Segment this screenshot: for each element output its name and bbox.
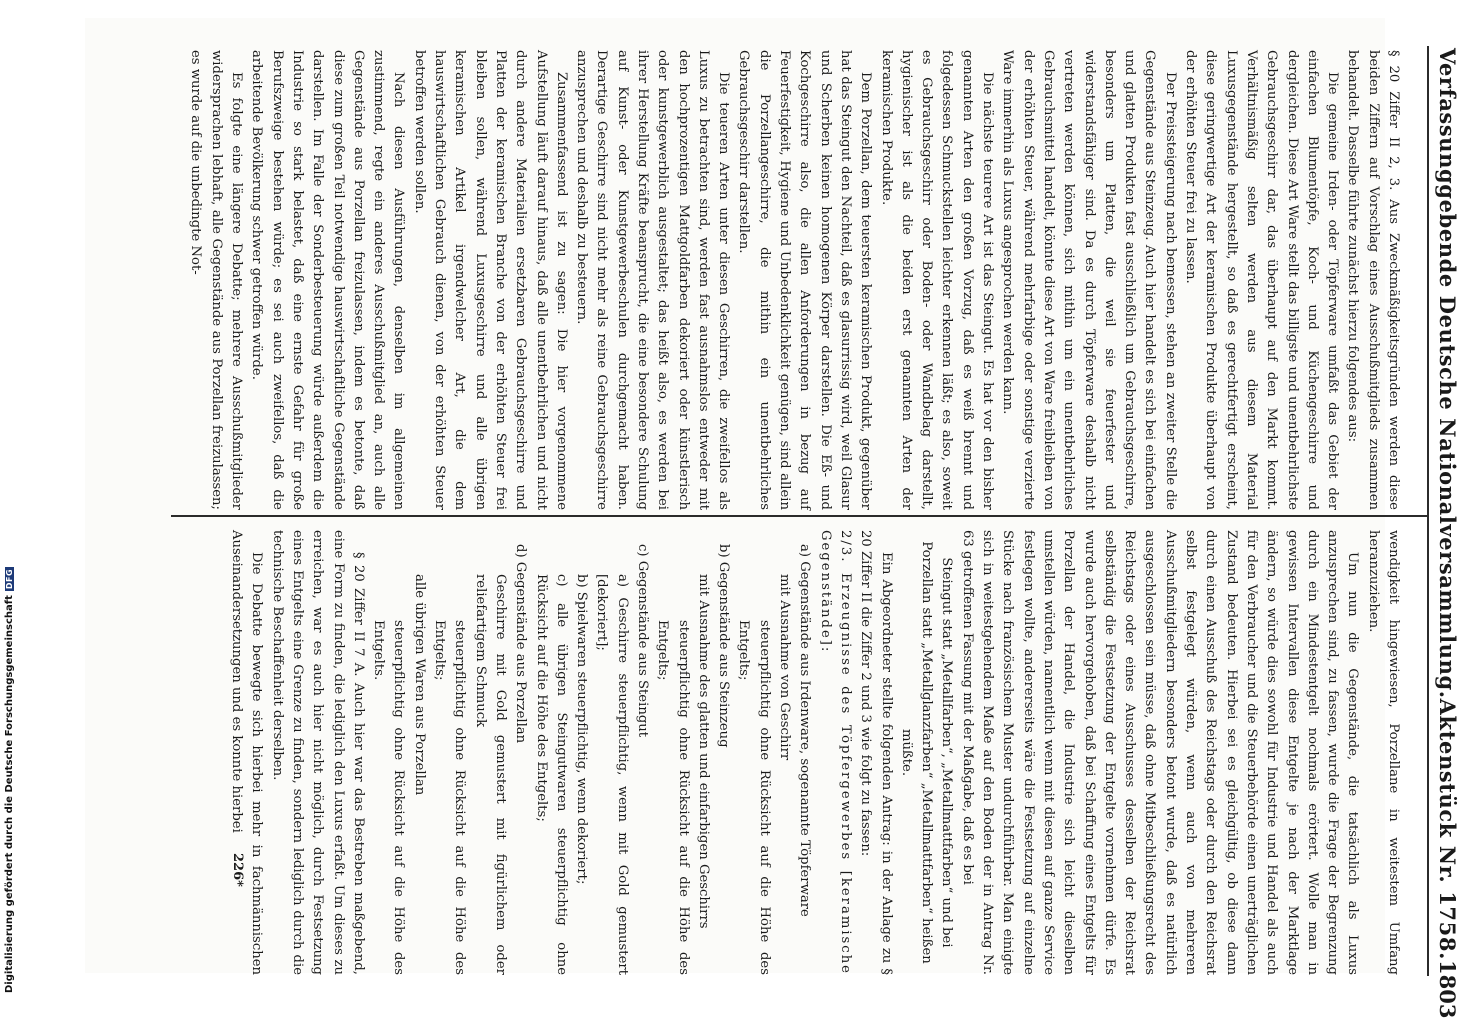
column-divider: [171, 515, 1428, 517]
signature-number: 226*: [230, 853, 245, 887]
motion-title: 2/3. Erzeugnisse des Töpfergewerbes [keramische Gegenstände]:: [817, 530, 853, 975]
list-item: steuerpflichtig ohne Rücksicht auf die Höhe des Entgelts;: [655, 620, 691, 975]
paragraph: Nach diesen Ausführungen, denselben im allgemeinen zustimmend, regte ein anderes Ausschußmitglied an, auch alle Gegenstände aus Porzellan freizulassen, indem es betonte, daß diese zum großen Teil notwendige hauswirtschaftliche Gegenstände darstellen. Im Falle der Sonderbesteuerung würde außerdem die Industrie so stark belastet, daß eine ernste Gefahr für große Berufszweige bestehen würde; es sei auch zweifellos, daß die arbeitende Bevölkerung schwer getroffen würde.: [249, 50, 407, 510]
paragraph: Zusammenfassend ist zu sagen: Die hier vorgenommene Aufstellung läuft darauf hinaus, daß alle unentbehrlichen und nicht durch andere Materialien ersetzbaren Gebrauchsgeschirre und Platten der keramischen Branche von der erhöhten Steuer frei bleiben sollen, während Luxusgeschirre und alle übrigen keramischen Artikel irgendwelcher Art, die dem hauswirtschaftlichen Gebrauch dienen, von der erhöhten Steuer betroffen werden sollen.: [411, 50, 569, 510]
paragraph: Die nächste teurere Art ist das Steingut. Es hat vor den bisher genannten Arten den großen Vorzug, daß es weiß brennt und folgedessen Schmuckstellen leichter erkennen läßt; es also, soweit es Gebrauchsgeschirr oder Boden- oder Wandbelag darstellt, hygienischer ist als die beiden erst genannten Arten der keramischen Produkte.: [878, 50, 996, 510]
paragraph: Um nun die Gegenstände, die tatsächlich als Luxus anzusprechen sind, zu fassen, wurde die Frage der Begrenzung durch ein Mindestentgelt nochmals erörtert. Wolle man in gewissen Intervallen diese Entgelte je nach der Marktlage ändern, so würde dies sowohl für Industrie und Handel als auch für den Verbraucher und die Steuerbehörde einen unerträglichen Zustand bedeuten. Hierbei sei es gleichgültig, ob diese dann durch einen Ausschuß des Reichstags oder durch den Reichsrat selbst festgelegt würden, wenn auch von mehreren Ausschußmitgliedern besonders betont wurde, daß es natürlich ausgeschlossen sein müsse, daß ohne Mitbeschließungsrecht des Reichstags oder eines Ausschusses desselben der Reichsrat selbständig die Festsetzung der Entgelte vornehmen dürfe. Es wurde auch hervorgehoben, daß bei Schaffung eines Entgelts für Porzellan der Handel, die Industrie sich leicht dieselben umstellen würden, namentlich wenn mit diesen auf ganze Service festlegen wollte, andererseits wäre die Festsetzung auf einzelne Stücke nach französischem Muster undurchführbar. Man einigte sich in weitestgehendem Maße auf den Boden der in Antrag Nr. 63 getroffenen Fassung mit der Maßgabe, daß es bei: [959, 530, 1361, 975]
scanned-page: [85, 18, 1460, 1018]
motion-intro: Ein Abgeordneter stellte folgenden Antrag: in der Anlage zu § 20 Ziffer II die Ziffer 2 und 3 wie folgt zu fassen:: [858, 530, 894, 975]
paragraph: § 20 Ziffer II 7 A. Auch hier war das Bestreben maßgebend, eine Form zu finden, die lediglich den Luxus erfaßt. Um dieses zu erreichen, war es auch hier nicht möglich, durch Festsetzung eines Entgelts eine Grenze zu finden, sondern lediglich durch die technische Beschaffenheit derselben.: [269, 530, 366, 975]
paragraph: § 20 Ziffer II 2, 3. Aus Zweckmäßigkeitsgründen werden diese beiden Ziffern auf Vorschlag eines Ausschußmitglieds zusammen behandelt. Dasselbe führte zunächst hierzu folgendes aus:: [1345, 50, 1401, 510]
list-item: c) alle übrigen Steingutwaren steuerpflichtig ohne Rücksicht auf die Höhe des Entgelts;: [533, 574, 569, 975]
list-item: steuerpflichtig ohne Rücksicht auf die Höhe des Entgelts;: [432, 620, 468, 975]
quote-line: Steingut statt „Metallfarben“, „Metallmattfarben“ und bei Porzellan statt „Metallglanzfarben“ „Metallmattfarben“ heißen müßte.: [898, 541, 955, 964]
list-item: d) Gegenstände aus Porzellan: [513, 544, 529, 744]
list-item: Geschirre mit Gold gemustert mit figürlichem oder reliefartigem Schmuck: [472, 574, 508, 975]
right-column: [163, 530, 1403, 975]
list-item: alle übrigen Waren aus Porzellan: [411, 574, 427, 796]
page-number: 1803: [1435, 959, 1460, 1018]
list-item: b) Gegenstände aus Steinzeug: [716, 544, 732, 748]
paragraph: wendigkeit hingewiesen, Porzellane in weitestem Umfang heranzuziehen.: [1365, 530, 1401, 975]
paragraph: Der Preissteigerung nach bemessen, stehen an zweiter Stelle die Gegenstände aus Steinzeug. Auch hier handelt es sich bei einfachen und glatten Produkten fast ausschließlich um Gebrauchsgeschirre, besonders um Platten, die weil sie feuerfester und widerstandsfähiger sind. Da es durch Töpferware deshalb nicht vertreten werden können, sich mithin um ein unentbehrliches Gebrauchsmittel handelt, könnte diese Art von Ware freibleiben von der erhöhten Steuer, während mehrfarbige oder sonstige verzierte Ware immerhin als Luxus angesprochen werden kann.: [1000, 50, 1178, 510]
list-item: b) Spielwaren steuerpflichtig, wenn dekoriert;: [574, 574, 590, 885]
list-item: steuerpflichtig ohne Rücksicht auf die Höhe des Entgelts;: [736, 620, 772, 975]
paragraph: Die Debatte bewegte sich hierbei mehr in fachmännischen Auseinandersetzungen und es konnte hierbei: [229, 530, 265, 975]
list-item: mit Ausnahme des glatten und einfarbigen Geschirrs: [695, 574, 711, 929]
dfg-logo: DFG: [5, 568, 14, 590]
list-item: mit Ausnahme von Geschirr: [777, 574, 793, 761]
header-document: Aktenstück Nr. 1758.: [1435, 698, 1460, 960]
list-item: steuerpflichtig ohne Rücksicht auf die Höhe des Entgelts.: [371, 620, 407, 975]
digitization-credit: [4, 567, 15, 993]
left-column: [163, 50, 1403, 510]
list-item: a) Gegenstände aus Irdenware, sogenannte Töpferware: [797, 544, 813, 917]
paragraph: Es folgte eine längere Debatte; mehrere Ausschußmitglieder widersprachen lebhaft, alle Gegenstände aus Porzellan freizulassen; es wurde auf die unbedingte Not-: [188, 50, 245, 510]
credit-text: Digitalisierung gefördert durch die Deutsche Forschungsgemeinschaft: [4, 595, 15, 993]
list-item: c) Gegenstände aus Steingut: [635, 544, 651, 738]
list-item: a) Geschirre steuerpflichtig, wenn mit Gold gemustert [dekoriert];: [594, 574, 630, 975]
paragraph: Die teueren Arten unter diesen Geschirren, die zweifellos als Luxus zu betrachten sind, werden fast ausnahmslos entweder mit den hochprozentigen Mattgoldfarben dekoriert oder künstlerisch oder kunstgewerblich ausgestaltet; das heißt also, es werden bei ihrer Herstellung Kräfte beansprucht, die eine besondere Schulung auf Kunst- oder Kunstgewerbeschulen durchgemacht haben. Derartige Geschirre sind nicht mehr als reine Gebrauchsgeschirre anzusprechen und deshalb zu besteuern.: [574, 50, 732, 510]
paragraph: Dem Porzellan, dem teuersten keramischen Produkt, gegenüber hat das Steingut den Nachteil, daß es glasurrissig wird, weil Glasur und Scherben keinen homogenen Körper darstellen. Die Eß- und Kochgeschirre also, die allen Anforderungen in bezug auf Feuerfestigkeit, Hygiene und Unbedenklichkeit genügen, sind allein die Porzellangeschirre, die mithin ein unentbehrliches Gebrauchsgeschirr darstellen.: [736, 50, 874, 510]
header-rule: [1427, 46, 1429, 976]
paragraph: Die gemeine Irden- oder Töpferware umfaßt das Gebiet der einfachen Blumentöpfe, Koch- und Küchengeschirre und dergleichen. Diese Art Ware stellt das billigste und unentbehrlichste Gebrauchsgeschirr dar, das überhaupt auf den Markt kommt. Verhältnismäßig selten werden aus diesem Material Luxusgegenstände hergestellt, so daß es gerechtfertigt erscheint, diese geringwertige Art der keramischen Produkte überhaupt von der erhöhten Steuer frei zu lassen.: [1183, 50, 1341, 510]
page-header: [1435, 48, 1460, 1018]
header-title: Verfassunggebende Deutsche Nationalversammlung.: [1435, 48, 1460, 699]
